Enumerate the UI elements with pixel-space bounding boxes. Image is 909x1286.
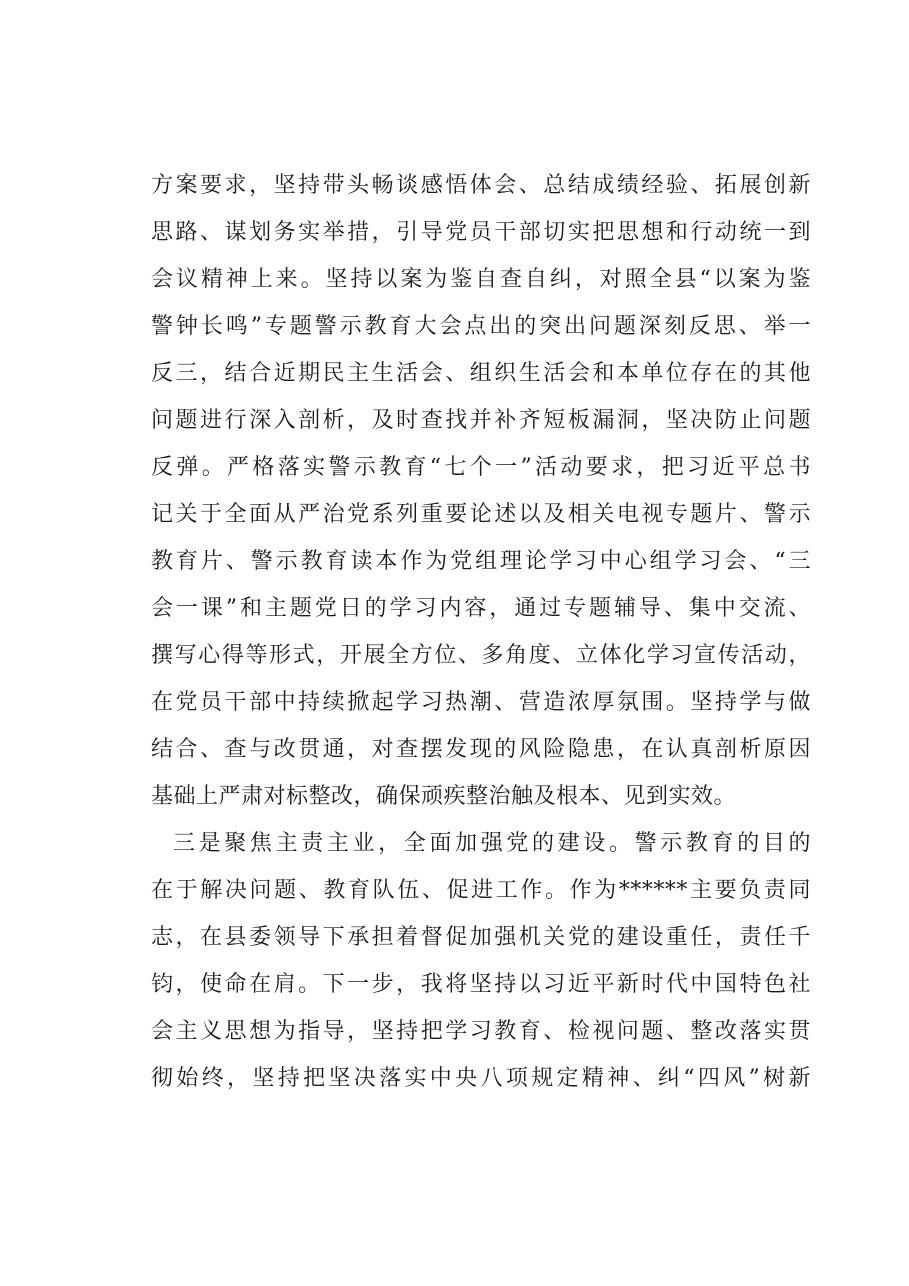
text-line: 会一课”和主题党日的学习内容，通过专题辅导、集中交流、: [151, 596, 811, 621]
text-line: 钧，使命在肩。下一步，我将坚持以习近平新时代中国特色社: [151, 972, 811, 997]
text-line: 反弹。严格落实警示教育“七个一”活动要求，把习近平总书: [151, 455, 811, 480]
text-line: 思路、谋划务实举措，引导党员干部切实把思想和行动统一到: [151, 220, 811, 245]
body-text: [151, 162, 811, 1102]
text-line: 彻始终，坚持把坚决落实中央八项规定精神、纠“四风”树新: [151, 1066, 811, 1091]
text-line: 问题进行深入剖析，及时查找并补齐短板漏洞，坚决防止问题: [151, 408, 811, 433]
text-line: 志，在县委领导下承担着督促加强机关党的建设重任，责任千: [151, 925, 811, 950]
text-line: 记关于全面从严治党系列重要论述以及相关电视专题片、警示: [151, 502, 811, 527]
text-line: 撰写心得等形式，开展全方位、多角度、立体化学习宣传活动，: [151, 643, 811, 668]
text-line: 方案要求，坚持带头畅谈感悟体会、总结成绩经验、拓展创新: [151, 173, 811, 198]
text-line: 反三，结合近期民主生活会、组织生活会和本单位存在的其他: [151, 361, 811, 386]
paragraph-end-line: 基础上严肃对标整改，确保顽疾整治触及根本、见到实效。: [151, 784, 737, 809]
text-line: 警钟长鸣”专题警示教育大会点出的突出问题深刻反思、举一: [151, 314, 811, 339]
text-line: 会议精神上来。坚持以案为鉴自查自纠，对照全县“以案为鉴: [151, 267, 811, 292]
text-line: 在于解决问题、教育队伍、促进工作。作为******主要负责同: [151, 878, 811, 903]
text-line: 教育片、警示教育读本作为党组理论学习中心组学习会、“三: [151, 549, 811, 574]
text-line: 结合、查与改贯通，对查摆发现的风险隐患，在认真剖析原因: [151, 737, 811, 762]
paragraph-start-line: 三是聚焦主责主业，全面加强党的建设。警示教育的目的: [173, 831, 811, 856]
text-line: 在党员干部中持续掀起学习热潮、营造浓厚氛围。坚持学与做: [151, 690, 811, 715]
text-line: 会主义思想为指导，坚持把学习教育、检视问题、整改落实贯: [151, 1019, 811, 1044]
